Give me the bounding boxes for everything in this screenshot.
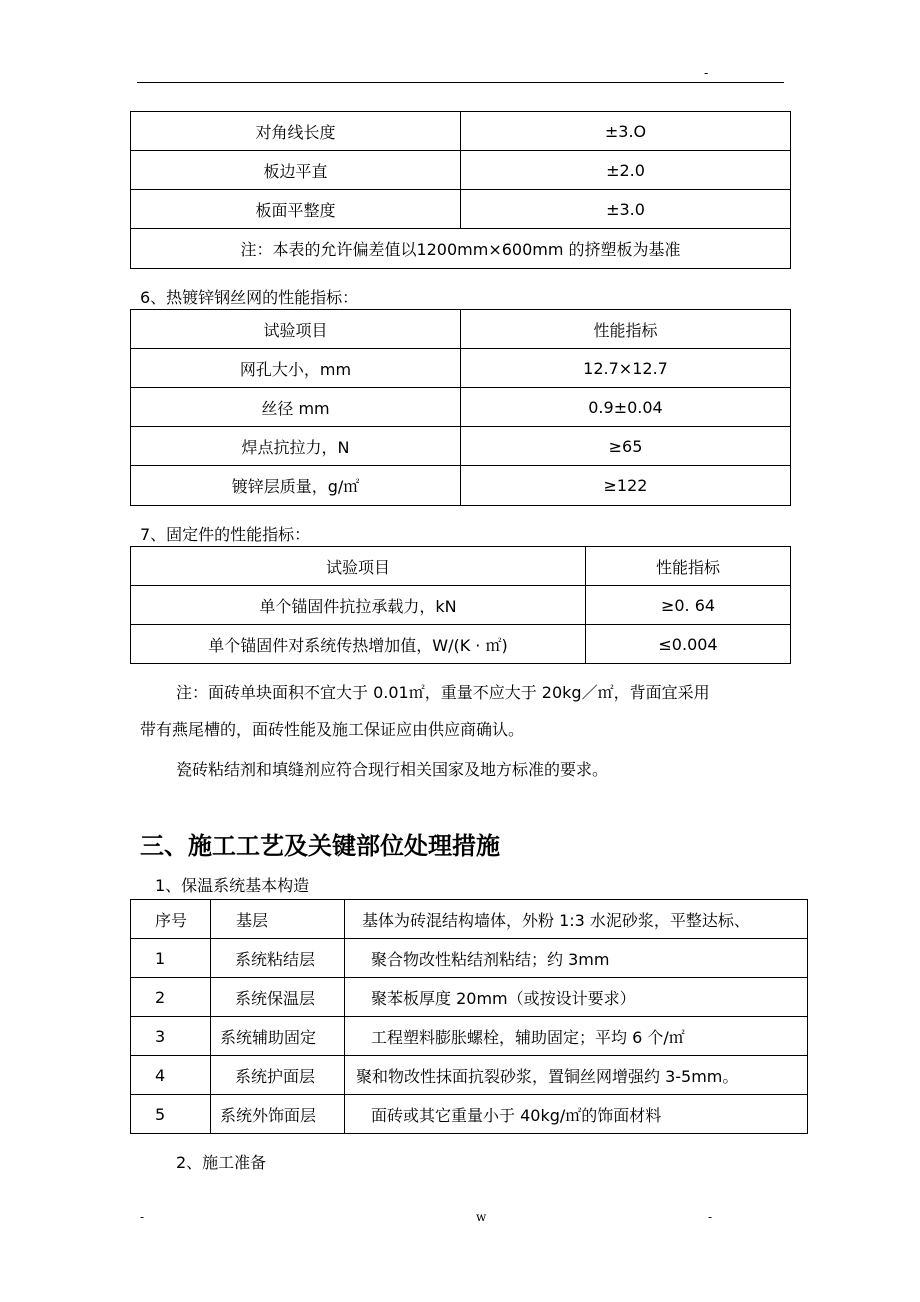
table-cell: 网孔大小，mm (131, 349, 461, 388)
table-cell: 系统保温层 (211, 978, 345, 1017)
table-cell: 5 (131, 1095, 211, 1134)
table-cell: 板面平整度 (131, 190, 461, 229)
table-cell: 面砖或其它重量小于 40kg/㎡的饰面材料 (345, 1095, 808, 1134)
table-cell: 焊点抗拉力，N (131, 427, 461, 466)
table-cell: 板边平直 (131, 151, 461, 190)
subsection-2-title: 2、施工准备 (176, 1153, 267, 1172)
column-header: 基体为砖混结构墙体，外粉 1:3 水泥砂浆，平整达标、 (345, 900, 808, 939)
table-cell: 单个锚固件对系统传热增加值，W/(K · ㎡) (131, 625, 586, 664)
table-row (131, 1095, 808, 1134)
tolerance-table (130, 111, 791, 269)
table-cell: 聚合物改性粘结剂粘结；约 3mm (345, 939, 808, 978)
table-cell: 对角线长度 (131, 112, 461, 151)
subsection-1-title: 1、保温系统基本构造 (155, 876, 310, 895)
footer-center-mark: w (476, 1210, 487, 1224)
table-row (131, 625, 791, 664)
table-cell: ≥122 (461, 466, 791, 506)
table-note-row (131, 229, 791, 269)
table-cell: ≤0.004 (586, 625, 791, 664)
column-header: 基层 (211, 900, 345, 939)
table-cell: 单个锚固件抗拉承载力，kN (131, 586, 586, 625)
table-cell: 4 (131, 1056, 211, 1095)
table-cell: ≥65 (461, 427, 791, 466)
table-row (131, 978, 808, 1017)
footer-left-mark: - (140, 1210, 145, 1224)
system-structure-table (130, 899, 808, 1134)
table-row (131, 388, 791, 427)
table-cell: 系统护面层 (211, 1056, 345, 1095)
column-header: 序号 (131, 900, 211, 939)
table-cell: 1 (131, 939, 211, 978)
table-row (131, 939, 808, 978)
table-cell: 工程塑料膨胀螺栓，辅助固定；平均 6 个/㎡ (345, 1017, 808, 1056)
table-row (131, 586, 791, 625)
table-cell: 系统辅助固定 (211, 1017, 345, 1056)
table-header-row (131, 547, 791, 586)
column-header: 性能指标 (586, 547, 791, 586)
table-cell: 丝径 mm (131, 388, 461, 427)
table-row (131, 427, 791, 466)
table-note: 注：本表的允许偏差值以1200mm×600mm 的挤塑板为基准 (131, 229, 791, 269)
column-header: 性能指标 (461, 310, 791, 349)
table-cell: ±3.O (461, 112, 791, 151)
table-cell: 系统粘结层 (211, 939, 345, 978)
note-line-2: 带有燕尾槽的，面砖性能及施工保证应由供应商确认。 (140, 720, 525, 739)
header-rule (137, 82, 784, 83)
section-6-title: 6、热镀锌钢丝网的性能指标： (140, 288, 359, 307)
table-row (131, 466, 791, 506)
table-cell: 聚和物改性抹面抗裂砂浆，置铜丝网增强约 3-5mm。 (345, 1056, 808, 1095)
table-row (131, 1056, 808, 1095)
table-cell: ±3.0 (461, 190, 791, 229)
table-row (131, 1017, 808, 1056)
table-row (131, 112, 791, 151)
table-cell: 镀锌层质量，g/㎡ (131, 466, 461, 506)
header-mark: - (704, 66, 709, 80)
table-cell: 12.7×12.7 (461, 349, 791, 388)
table-row (131, 190, 791, 229)
table-cell: 0.9±0.04 (461, 388, 791, 427)
note-line-3: 瓷砖粘结剂和填缝剂应符合现行相关国家及地方标准的要求。 (176, 760, 609, 779)
table-cell: 聚苯板厚度 20mm（或按设计要求） (345, 978, 808, 1017)
section-7-title: 7、固定件的性能指标： (140, 525, 311, 544)
table-row (131, 349, 791, 388)
section-3-heading: 三、施工工艺及关键部位处理措施 (140, 831, 500, 860)
table-cell: ±2.0 (461, 151, 791, 190)
table-cell: 2 (131, 978, 211, 1017)
footer-right-mark: - (708, 1210, 713, 1224)
table-header-row (131, 900, 808, 939)
table-header-row (131, 310, 791, 349)
note-line-1: 注：面砖单块面积不宜大于 0.01㎡，重量不应大于 20kg／㎡，背面宜采用 (176, 683, 710, 702)
wire-mesh-table (130, 309, 791, 506)
column-header: 试验项目 (131, 547, 586, 586)
table-cell: 3 (131, 1017, 211, 1056)
column-header: 试验项目 (131, 310, 461, 349)
table-row (131, 151, 791, 190)
table-cell: ≥0. 64 (586, 586, 791, 625)
table-cell: 系统外饰面层 (211, 1095, 345, 1134)
anchor-table (130, 546, 791, 664)
